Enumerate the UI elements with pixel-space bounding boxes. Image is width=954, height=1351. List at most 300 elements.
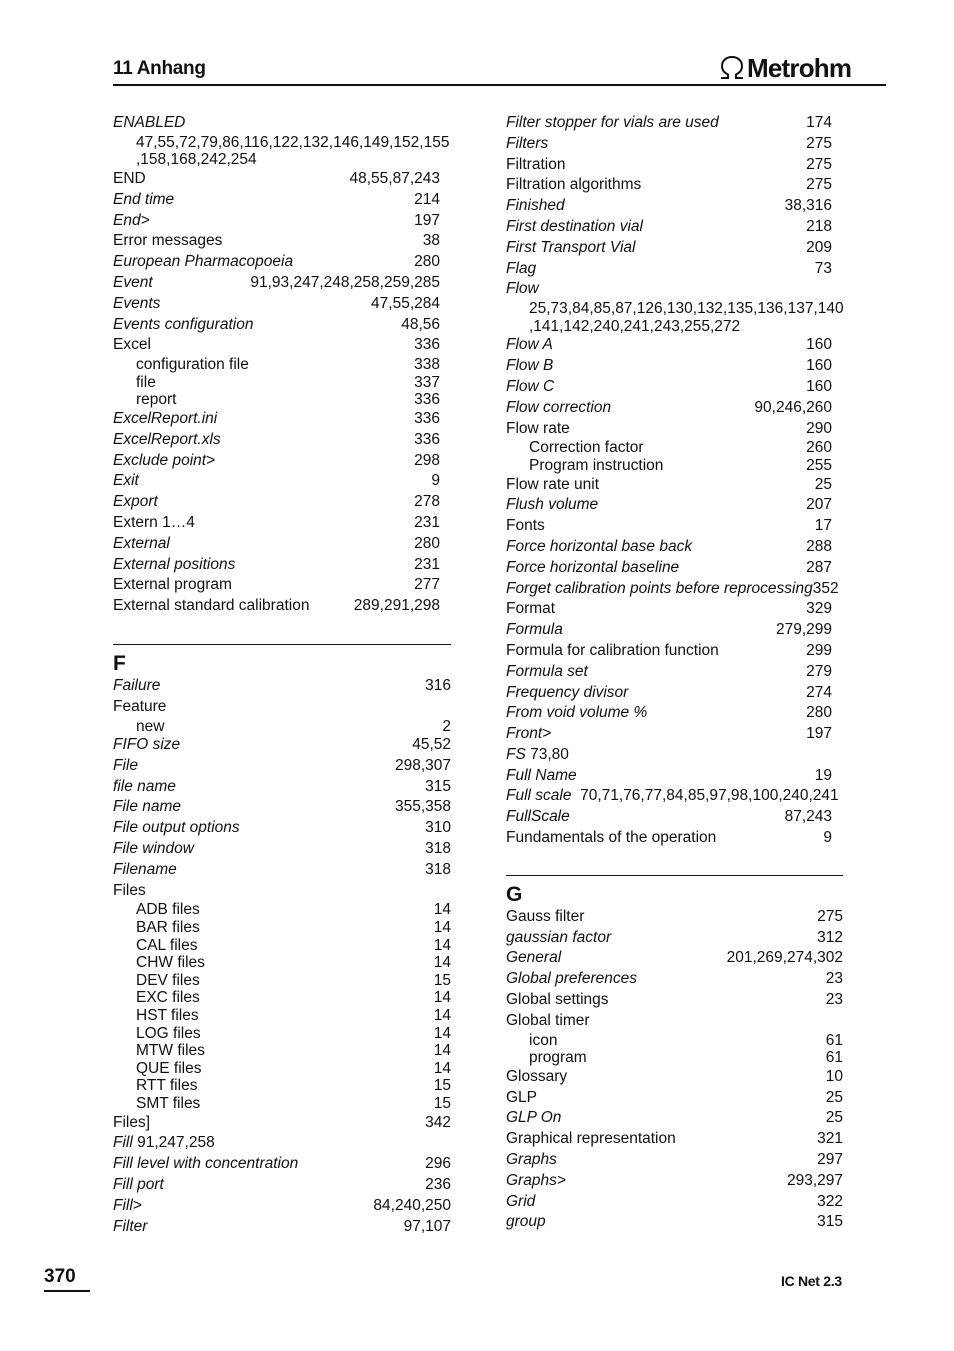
entry-group (506, 475, 839, 745)
index-entry (113, 335, 440, 356)
index-term: ENABLED (113, 114, 186, 131)
index-entry (506, 1150, 843, 1171)
index-page: 287 (806, 558, 832, 576)
index-term: QUE files (136, 1059, 202, 1077)
index-term: Glossary (506, 1067, 568, 1085)
index-subentry (506, 439, 832, 457)
index-page: 336 (414, 336, 440, 354)
index-term: European Pharmacopoeia (113, 253, 294, 271)
index-term: Program instruction (529, 456, 664, 474)
index-entry (506, 217, 832, 238)
index-page: 45,52 (412, 736, 451, 754)
index-page: 310 (425, 819, 451, 837)
index-page: 70,71,76,77,84,85,97,98,100,240,241 (580, 787, 839, 805)
index-term: Front> (506, 725, 552, 743)
index-entry-global-timer (506, 1011, 843, 1032)
index-entry (506, 1129, 843, 1150)
index-term: Excel (113, 336, 151, 354)
index-term: Extern 1…4 (113, 513, 195, 531)
index-term: Formula for calibration function (506, 641, 719, 659)
index-page: 17 (814, 517, 832, 535)
index-page: 321 (817, 1130, 843, 1148)
index-page: 298,307 (394, 756, 451, 774)
page-number-rule (44, 1290, 90, 1292)
index-entry (113, 190, 440, 211)
entry-group (506, 1067, 843, 1233)
index-page: 14 (433, 901, 451, 919)
index-page: 298 (414, 451, 440, 469)
index-term: File (113, 756, 138, 774)
index-entry (113, 1196, 451, 1217)
index-term: GLP On (506, 1109, 562, 1127)
index-entry (506, 1088, 843, 1109)
index-term: HST files (136, 1007, 199, 1025)
index-term: First destination vial (506, 217, 643, 235)
index-term: ExcelReport.xls (113, 430, 221, 448)
index-term: External standard calibration (113, 597, 310, 615)
header-rule (113, 84, 886, 86)
index-term: Graphical representation (506, 1130, 676, 1148)
index-page: 14 (433, 1042, 451, 1060)
index-page: 274 (806, 683, 832, 701)
index-subentry (113, 1025, 451, 1043)
index-entry (506, 579, 839, 600)
index-subentry (113, 901, 451, 919)
index-term: File name (113, 798, 182, 816)
index-term: FS (506, 745, 526, 763)
index-page: 316 (425, 676, 451, 694)
index-term: Graphs (506, 1151, 557, 1169)
index-term: End time (113, 190, 175, 208)
index-entry-files (113, 881, 451, 902)
index-entry (113, 273, 440, 294)
index-page: 9 (823, 829, 832, 847)
index-term: External program (113, 576, 232, 594)
index-page: 48,55,87,243 (349, 169, 440, 187)
index-entry (113, 575, 440, 596)
index-column-right (506, 113, 844, 1233)
index-page: 90,246,260 (754, 398, 832, 416)
index-entry (506, 620, 832, 641)
index-subentry (113, 937, 451, 955)
index-term: Global preferences (506, 970, 637, 988)
index-entry (506, 683, 832, 704)
index-page: 277 (414, 576, 440, 594)
index-pages: ,158,168,242,254 (136, 151, 257, 169)
index-page: 297 (817, 1151, 843, 1169)
index-subentry (113, 972, 451, 990)
index-entry-files-bracket (113, 1113, 451, 1134)
index-term: GLP (506, 1088, 538, 1106)
index-subentry (113, 391, 440, 409)
index-term: Error messages (113, 232, 223, 250)
index-term: Fundamentals of the operation (506, 829, 717, 847)
index-entry (506, 516, 832, 537)
index-term: Event (113, 273, 153, 291)
files-subentries (113, 901, 451, 1112)
index-term: Frequency divisor (506, 683, 629, 701)
index-term: Flow A (506, 336, 553, 354)
index-term: gaussian factor (506, 928, 612, 946)
index-subentry (113, 1042, 451, 1060)
index-page: 38 (422, 232, 440, 250)
index-term: External positions (113, 555, 236, 573)
index-page: 312 (817, 928, 843, 946)
index-subentry (113, 718, 451, 736)
index-entry (506, 175, 832, 196)
index-term: Correction factor (529, 439, 644, 457)
index-entry (506, 558, 832, 579)
index-term: icon (529, 1031, 558, 1049)
index-entry (506, 238, 832, 259)
index-entry (506, 495, 832, 516)
index-page: 278 (414, 493, 440, 511)
index-page: 352 (812, 579, 839, 597)
index-term: END (113, 169, 146, 187)
index-term: Files (113, 881, 146, 899)
index-page: 15 (433, 1095, 451, 1112)
index-entry (113, 555, 440, 576)
index-page: 342 (425, 1113, 451, 1131)
index-page: 280 (806, 704, 832, 722)
index-entry (113, 1217, 451, 1238)
index-entry (506, 475, 832, 496)
index-entry (506, 662, 832, 683)
index-page: 315 (425, 777, 451, 795)
section-f (113, 644, 451, 1237)
index-page: 318 (425, 840, 451, 858)
entry-group (506, 907, 843, 1011)
index-entry (506, 599, 832, 620)
index-term: FIFO size (113, 736, 181, 754)
index-page: 174 (806, 114, 832, 131)
index-entry (113, 1175, 451, 1196)
index-term: Global settings (506, 991, 609, 1009)
entry-group (113, 676, 451, 697)
index-term: ExcelReport.ini (113, 409, 218, 427)
index-entry (113, 756, 451, 777)
index-page: 87,243 (784, 808, 832, 826)
index-term: Flag (506, 259, 537, 277)
index-term: Flow rate unit (506, 475, 600, 493)
index-entry (506, 398, 832, 419)
index-pages: 47,55,72,79,86,116,122,132,146,149,152,155 (136, 133, 450, 151)
index-page: 299 (806, 641, 832, 659)
index-page: 14 (433, 954, 451, 972)
excel-subentries (113, 356, 440, 409)
index-entry (506, 134, 832, 155)
entry-group (113, 1154, 451, 1237)
index-term: Forget calibration points before reprocessing (506, 579, 813, 597)
index-term: file name (113, 777, 176, 795)
index-entry (113, 676, 451, 697)
index-term: Fill level with concentration (113, 1155, 299, 1173)
index-term: CAL files (136, 936, 198, 954)
logo-wordmark: Metrohm (747, 53, 852, 83)
index-page: 275 (806, 134, 832, 152)
index-page: 280 (414, 534, 440, 552)
index-term: End> (113, 211, 150, 229)
index-term: Full Name (506, 766, 577, 784)
index-term: Events (113, 294, 161, 312)
entry-group (506, 113, 832, 279)
feature-subentries (113, 718, 451, 736)
index-entry-fill (113, 1133, 451, 1154)
section-letter: F (113, 651, 126, 675)
index-page: 318 (425, 860, 451, 878)
index-term: Filename (113, 860, 177, 878)
index-term: Gauss filter (506, 907, 585, 925)
index-entry (113, 231, 440, 252)
index-term: Filter (113, 1217, 148, 1235)
index-page: 289,291,298 (353, 597, 440, 615)
index-term: First Transport Vial (506, 238, 636, 256)
index-term: Exit (113, 472, 139, 490)
index-page: 336 (414, 409, 440, 427)
index-page: 38,316 (784, 197, 832, 215)
index-term: Failure (113, 676, 161, 694)
index-entry (506, 807, 832, 828)
index-page: 15 (433, 971, 451, 989)
index-page: 288 (806, 537, 832, 555)
index-entry (506, 335, 832, 356)
entry-group (113, 169, 440, 356)
index-term: Events configuration (113, 315, 254, 333)
index-page: 338 (414, 356, 440, 374)
index-page: 25 (814, 475, 832, 493)
chapter-title: 11 Anhang (113, 58, 206, 79)
index-entry (506, 703, 832, 724)
index-term: SMT files (136, 1095, 201, 1112)
index-page: 14 (433, 1024, 451, 1042)
index-term: Force horizontal baseline (506, 558, 680, 576)
index-term: Flow (506, 280, 539, 298)
entry-group (506, 807, 832, 849)
index-term: Exclude point> (113, 451, 216, 469)
index-term: Fill (113, 1134, 133, 1152)
index-page: 14 (433, 919, 451, 937)
index-entry (113, 735, 451, 756)
index-term: new (136, 717, 165, 735)
index-subentry (113, 919, 451, 937)
index-entry (113, 492, 440, 513)
index-page: 73,80 (530, 745, 569, 763)
index-page: 336 (414, 430, 440, 448)
index-page: 160 (806, 336, 832, 354)
index-page: 279 (806, 662, 832, 680)
index-term: Force horizontal base back (506, 537, 693, 555)
index-page: 91,247,258 (137, 1134, 215, 1152)
index-page: 214 (414, 190, 440, 208)
index-entry (506, 641, 832, 662)
index-term: Fill port (113, 1175, 164, 1193)
index-term: ADB files (136, 901, 200, 919)
index-term: Fonts (506, 517, 545, 535)
page-number: 370 (44, 1266, 76, 1287)
index-entry (113, 471, 440, 492)
index-term: Grid (506, 1192, 536, 1210)
entry-group (506, 335, 832, 418)
index-entry (113, 211, 440, 232)
index-term: CHW files (136, 954, 205, 972)
index-subentry (113, 989, 451, 1007)
index-term: Files] (113, 1113, 151, 1131)
index-term: Export (113, 493, 158, 511)
index-page: 14 (433, 936, 451, 954)
index-page: 322 (817, 1192, 843, 1210)
index-term: Formula set (506, 662, 588, 680)
index-page: 61 (825, 1049, 843, 1067)
index-entry (113, 252, 440, 273)
index-term: Graphs> (506, 1171, 566, 1189)
index-page: 255 (806, 456, 832, 474)
index-subentry (506, 1049, 843, 1067)
index-term: BAR files (136, 919, 200, 937)
index-entry (506, 969, 843, 990)
index-term: Fill> (113, 1196, 142, 1214)
index-entry-full-scale (506, 786, 839, 807)
index-subentry (113, 1077, 451, 1095)
index-term: External (113, 534, 170, 552)
section-letter: G (506, 882, 523, 906)
index-subentry (113, 1060, 451, 1078)
entry-group (113, 735, 451, 881)
index-term: Filtration algorithms (506, 176, 642, 194)
index-page: 279,299 (775, 621, 832, 639)
index-page: 10 (825, 1067, 843, 1085)
index-entry (506, 377, 832, 398)
index-page: 231 (414, 513, 440, 531)
index-subentry (113, 374, 440, 392)
index-page: 355,358 (394, 798, 451, 816)
index-page: 296 (425, 1155, 451, 1173)
index-page: 260 (806, 439, 832, 457)
index-entry-flow-rate (506, 419, 832, 440)
index-entry (113, 839, 451, 860)
index-entry (506, 928, 843, 949)
index-entry (113, 169, 440, 190)
index-page: 201,269,274,302 (726, 949, 843, 967)
index-term: Flow C (506, 377, 555, 395)
index-term: group (506, 1213, 546, 1231)
index-term: Flush volume (506, 496, 599, 514)
index-page: 84,240,250 (373, 1196, 451, 1214)
index-entry (113, 294, 440, 315)
index-term: file (136, 373, 156, 391)
index-page: 14 (433, 1007, 451, 1025)
index-term: Flow B (506, 357, 554, 375)
index-page: 275 (817, 907, 843, 925)
index-page: 197 (806, 725, 832, 743)
index-page: 23 (825, 970, 843, 988)
index-entry-full-name (506, 766, 832, 787)
index-entry (113, 797, 451, 818)
index-page: 48,56 (401, 315, 440, 333)
index-subentry (113, 356, 440, 374)
index-term: File output options (113, 819, 240, 837)
index-entry (113, 513, 440, 534)
index-term: Formula (506, 621, 563, 639)
index-page: 218 (806, 217, 832, 235)
index-entry-fs (506, 745, 832, 766)
index-page: 15 (433, 1077, 451, 1095)
index-page: 275 (806, 155, 832, 173)
index-page: 61 (825, 1031, 843, 1049)
index-page: 73 (814, 259, 832, 277)
index-entry (506, 1212, 843, 1233)
index-entry (506, 907, 843, 928)
metrohm-logo (718, 54, 851, 82)
index-entry (506, 537, 832, 558)
index-entry (506, 1171, 843, 1192)
index-entry (113, 451, 440, 472)
index-entry (113, 315, 440, 336)
index-term: FullScale (506, 808, 570, 826)
index-page: 329 (806, 600, 832, 618)
index-page: 207 (806, 496, 832, 514)
index-term: Filtration (506, 155, 566, 173)
index-term: DEV files (136, 971, 200, 989)
index-term: Format (506, 600, 556, 618)
index-page: 25 (825, 1109, 843, 1127)
index-subentry (113, 1007, 451, 1025)
index-term: program (529, 1049, 587, 1067)
global-timer-subentries (506, 1032, 843, 1067)
index-column-left (113, 113, 451, 1237)
index-page: 315 (817, 1213, 843, 1231)
index-term: From void volume % (506, 704, 648, 722)
index-page: 197 (414, 211, 440, 229)
index-subentry (506, 1032, 843, 1050)
index-term: Filter stopper for vials are used (506, 114, 719, 131)
index-entry (506, 196, 832, 217)
index-entry (113, 409, 440, 430)
index-page: 337 (414, 373, 440, 391)
index-entry (506, 1108, 843, 1129)
product-name: IC Net 2.3 (781, 1273, 842, 1289)
index-term: Flow rate (506, 419, 570, 437)
index-page: 160 (806, 357, 832, 375)
index-page: 231 (414, 555, 440, 573)
index-page: 19 (814, 766, 832, 784)
index-entry (113, 596, 440, 617)
index-term: Full scale (506, 787, 572, 805)
index-entry (506, 113, 832, 134)
index-entry (506, 948, 843, 969)
index-term: Filters (506, 134, 549, 152)
index-entry (506, 724, 832, 745)
index-page: 160 (806, 377, 832, 395)
section-g (506, 875, 843, 1233)
index-page: 280 (414, 253, 440, 271)
index-page: 47,55,284 (371, 294, 440, 312)
index-entry (506, 828, 832, 849)
index-subentry (113, 954, 451, 972)
index-page: 336 (414, 391, 440, 409)
index-term: RTT files (136, 1077, 198, 1095)
index-page: 9 (431, 472, 440, 490)
index-page: 2 (442, 717, 451, 735)
index-entry (506, 356, 832, 377)
index-page: 25 (825, 1088, 843, 1106)
index-subentry (506, 457, 832, 475)
index-entry (113, 534, 440, 555)
index-term: General (506, 949, 562, 967)
index-term: EXC files (136, 989, 200, 1007)
index-entry (506, 155, 832, 176)
index-page: 14 (433, 989, 451, 1007)
index-term: Global timer (506, 1011, 590, 1029)
